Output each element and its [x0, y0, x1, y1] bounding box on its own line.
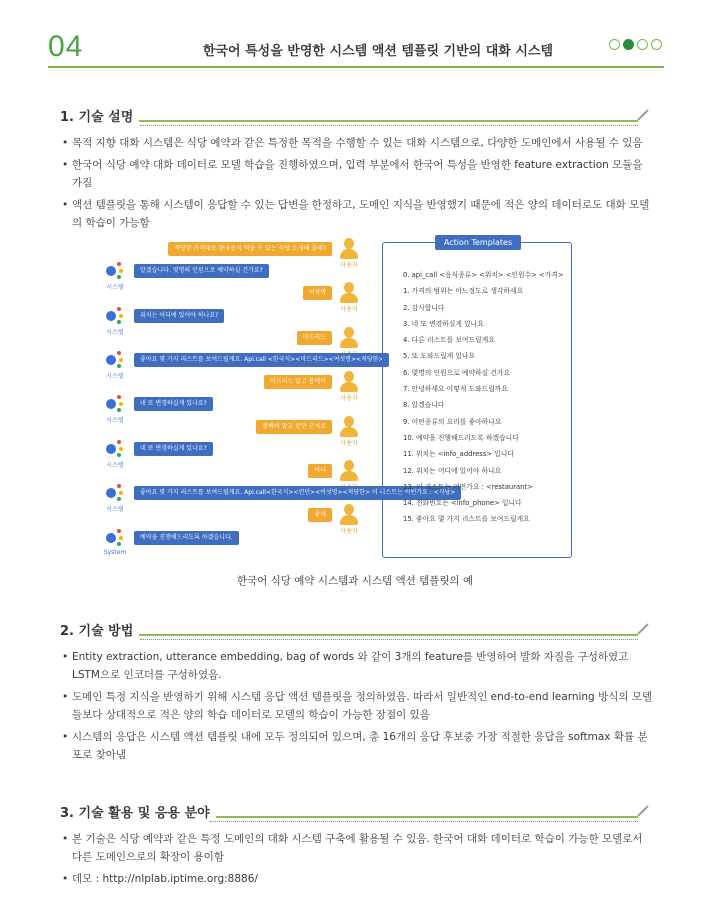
document-title: 한국어 특성을 반영한 시스템 액션 템플릿 기반의 대화 시스템 [202, 44, 554, 59]
heading-dotted-line [140, 125, 638, 126]
user-avatar-icon [338, 327, 360, 349]
user-message: 좋네 [308, 508, 332, 522]
action-templates-list [403, 267, 564, 528]
dialogue-figure [100, 232, 630, 562]
system-message: 알겠습니다. 몇명의 인원으로 예약하실 건가요? [134, 264, 269, 278]
section-title: 2. 기술 방법 [60, 620, 139, 639]
system-label: System [103, 548, 127, 556]
system-message: 네 또 변경하실게 있나요? [134, 442, 213, 456]
section-bullets-method [64, 648, 654, 768]
action-template-item: 13. 이 리스트는 어떤가요 : <restaurant> [403, 482, 533, 491]
action-template-item: 8. 알겠습니다 [403, 401, 445, 410]
action-template-item: 12. 위치는 어디에 있어야 하나요 [403, 466, 502, 475]
heading-dotted-line [140, 639, 638, 640]
system-label: 시스템 [106, 284, 124, 292]
bullet-item: • 액션 템플릿을 통해 시스템이 응답할 수 있는 답변을 한정하고, 도메인 지식을 반영했기 때문에 적은 양의 데이터로도 대화 모델의 학습이 가능함 [64, 196, 654, 232]
section-heading-method [60, 620, 652, 644]
user-avatar-icon [338, 416, 360, 438]
action-templates-box [382, 238, 572, 558]
heading-slash [637, 623, 648, 634]
action-template-item: 9. 어떤종류의 요리를 좋아하나요 [403, 417, 502, 426]
section-title: 1. 기술 설명 [60, 106, 139, 125]
section-bullets-description [64, 134, 654, 236]
system-turn [100, 527, 360, 557]
page-number: 04 [48, 30, 84, 63]
user-avatar-icon [338, 282, 360, 304]
section-heading-description [60, 106, 652, 130]
action-template-item: 3. 네 또 변경하실게 있나요 [403, 319, 484, 328]
action-template-item: 4. 다른 리스트를 보여드릴게요 [403, 336, 495, 345]
user-avatar-icon [338, 238, 360, 260]
user-message: 마드리드 말고 봄베이 [264, 375, 332, 389]
user-message: 여섯명 [303, 286, 332, 300]
action-template-item: 11. 위치는 <info_address> 입니다 [403, 450, 514, 459]
action-template-item: 5. 또 도와드릴게 있나요 [403, 352, 476, 361]
system-label: 시스템 [106, 506, 124, 514]
user-label: 사용자 [340, 395, 358, 403]
system-assistant-icon [104, 482, 126, 504]
heading-underline [60, 634, 638, 636]
system-assistant-icon [104, 393, 126, 415]
action-template-item: 7. 안녕하세요 어떻게 도와드릴까요 [403, 385, 508, 394]
action-template-item: 14. 전화번호는 <info_phone> 입니다 [403, 499, 522, 508]
user-label: 사용자 [340, 306, 358, 314]
action-templates-title: Action Templates [435, 235, 521, 250]
heading-slash [637, 109, 648, 120]
page-dot-active [623, 39, 634, 50]
user-label: 사용자 [340, 528, 358, 536]
section-title: 3. 기술 활용 및 응용 분야 [60, 802, 216, 821]
system-label: 시스템 [106, 373, 124, 380]
user-avatar-icon [338, 504, 360, 526]
action-template-item: 2. 감사합니다 [403, 303, 445, 312]
system-assistant-icon [104, 349, 126, 371]
bullet-item: • 한국어 식당 예약 대화 데이터로 모델 학습을 진행하였으며, 입력 부분에서 한국어 특성을 반영한 feature extraction 모듈을 가짐 [64, 156, 654, 192]
page-dot [637, 39, 648, 50]
system-assistant-icon [104, 527, 126, 549]
system-label: 시스템 [106, 417, 124, 425]
figure-caption: 한국어 식당 예약 시스템과 시스템 액션 템플릿의 예 [236, 575, 474, 587]
bullet-item: • Entity extraction, utterance embedding, bag of words 와 같이 3개의 feature를 반영하여 발화 자질을 구성하였고 LSTM으로 인코더를 구성하였음. [64, 648, 654, 684]
user-message: 아니 [308, 464, 332, 478]
heading-dotted-line [210, 821, 638, 822]
action-template-item: 10. 예약을 진행해드리도록 하겠습니다 [403, 433, 519, 442]
user-avatar-icon [338, 371, 360, 393]
system-message: 좋아요 몇 가지 리스트를 보여드릴게요. Api.call<한국식><런던><여섯명><적당한> 이 리스트는 어떤가요 : <식당> [134, 486, 461, 500]
system-assistant-icon [104, 305, 126, 327]
system-assistant-icon [104, 438, 126, 460]
user-message: 봄베이 말고 런던 근처로 [256, 420, 332, 434]
action-template-item: 15. 좋아요 몇 가지 리스트를 보여드릴게요 [403, 515, 530, 524]
bullet-item: • 목적 지향 대화 시스템은 식당 예약과 같은 특정한 목적을 수행할 수 있는 대화 시스템으로, 다양한 도메인에서 사용될 수 있음 [64, 134, 654, 152]
action-template-item: 6. 몇명의 인원으로 예약하실 건가요 [403, 368, 511, 377]
user-message: 마드리드 [297, 331, 332, 345]
user-message: 적당한 가격대로 한국음식 먹을 수 있는 식당 소개해 줄래? [168, 242, 332, 256]
system-message: 좋아요 몇 가지 리스트를 보여드릴게요. Api.call <한국식><마드리드><여섯명><적당한> [134, 353, 389, 367]
page-dot [609, 39, 620, 50]
user-avatar-icon [338, 460, 360, 482]
system-message: 위치는 어디에 있어야 하나요? [134, 309, 224, 323]
section-bullets-application [64, 830, 654, 892]
bullet-item: • 본 기술은 식당 예약과 같은 특정 도메인의 대화 시스템 구축에 활용될 수 있음. 한국어 대화 데이터로 학습이 가능한 모델로서 다른 도메인으로의 확장이 용이함 [64, 830, 654, 866]
system-label: 시스템 [106, 461, 124, 469]
section-heading-application [60, 802, 652, 826]
system-assistant-icon [104, 260, 126, 282]
bullet-item: • 도메인 특정 지식을 반영하기 위해 시스템 응답 액션 템플릿을 정의하였음. 따라서 일반적인 end-to-end learning 방식의 모델들보다 상대적으로 적은 양의 학습 데이터로 모델의 학습이 가능한 장점이 있음 [64, 688, 654, 724]
bullet-item: • 데모 : http://nlplab.iptime.org:8886/ [64, 870, 654, 888]
action-template-item: 0. api_call <음식종류> <위치> <인원수> <가격> [403, 271, 564, 279]
heading-underline [60, 120, 638, 122]
action-template-item: 1. 가격의 범위는 어느정도로 생각하세요 [403, 287, 524, 296]
page-indicator [609, 39, 662, 50]
system-message: 예약을 진행해드리도록 하겠습니다. [134, 531, 239, 545]
heading-slash [637, 805, 648, 816]
bullet-item: • 시스템의 응답은 시스템 액션 템플릿 내에 모두 정의되어 있으며, 총 16개의 응답 후보중 가장 적절한 응답을 softmax 확률 분포로 찾아냄 [64, 728, 654, 764]
page-header [48, 28, 664, 68]
user-label: 사용자 [340, 439, 358, 447]
page-dot [651, 39, 662, 50]
system-message: 네 또 변경하실게 있나요? [134, 397, 213, 411]
user-label: 사용자 [340, 262, 358, 269]
system-label: 시스템 [106, 328, 124, 336]
